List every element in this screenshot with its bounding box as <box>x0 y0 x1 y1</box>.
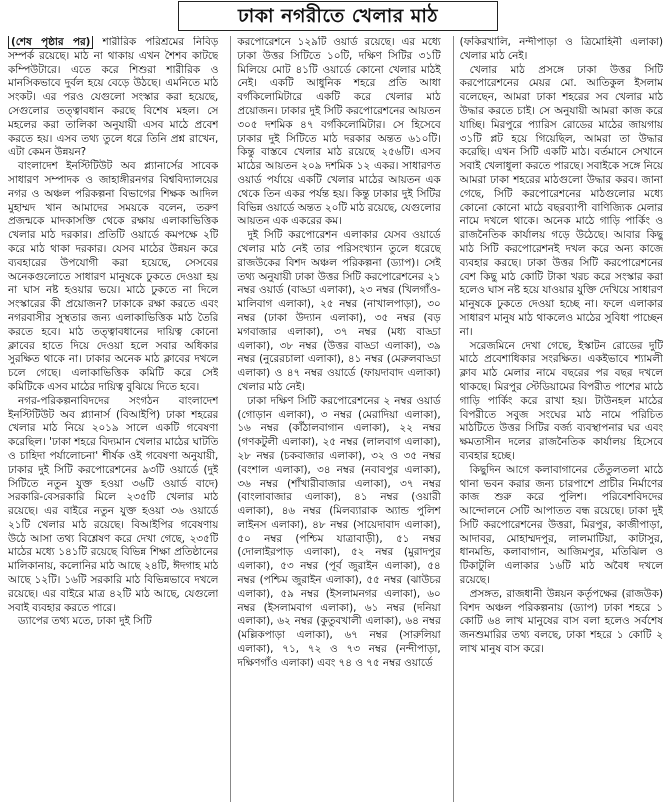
column-3 <box>453 36 663 802</box>
paragraph-text: শারীরিক পরিশ্রমের নিবিড় সম্পর্ক রয়েছে। মাঠ না থাকায় এখন শৈশব কাটছে কম্পিউটারে। এতে করে শিশুরা শারীরিক ও মানসিকভাবে দুর্বল হয়ে বেড়ে উঠছে। এমনিতে মাঠ সংকট। এর পরও যেগুলো সংস্কার করা হয়েছে, সেগুলোর তত্ত্বাবধান করছে বিশেষ মহল। সে মহলের করা তালিকা অনুযায়ী এসব মাঠে প্রবেশ করতে হয়। এসব তথ্য তুলে ধরে তিনি প্রশ্ন রাখেন, এটা কেমন উন্নয়ন? <box>8 36 219 159</box>
paragraph: কিছুদিন আগে কলাবাগানের তেঁতুলতলা মাঠে থানা ভবন করার জন্য চারপাশে প্রাচীর নির্মাণের কাজ শুরু করে পুলিশ। পরিবেশবিদদের আন্দোলনে সেটি আপাতত বন্ধ রয়েছে। ঢাকা দুই সিটি করপোরেশনের উত্তরা, মিরপুর, কাজীপাড়া, আদাবর, মোহাম্মদপুর, লালমাটিয়া, কাটাসুর, ধানমন্ডি, কলাবাগান, আজিমপুর, মতিঝিল ও টিকাটুলি এলাকার ১৬টি মাঠ অবৈধ দখলে রয়েছে। <box>459 463 663 587</box>
column-1 <box>8 36 218 802</box>
paragraph: (ফকিরখালি, নন্দীপাড়া ও ত্রিমোহিনী এলাকা) খেলার মাঠ নেই। <box>459 36 663 62</box>
paragraph: প্রসঙ্গত, রাজধানী উন্নয়ন কর্তৃপক্ষের (রাজউক) বিশদ অঞ্চল পরিকল্পনায় (ড্যাপ) ঢাকা শহরে ১ কোটি ৬৪ লাখ মানুষের বাস বলা হলেও সর্বশেষ জনশুমারির তথ্য বলছে, ঢাকা শহরে ১ কোটি ২ লাখ মানুষ বাস করে। <box>459 587 663 656</box>
paragraph: ড্যাপের তথ্য মতে, ঢাকা দুই সিটি <box>18 615 152 628</box>
paragraph: ঢাকা দক্ষিণ সিটি করপোরেশনের ২ নম্বর ওয়ার্ড (গোড়ান এলাকা), ৩ নম্বর (মেরাদিয়া এলাকা), ১৬ নম্বর (কাঁঠালবাগান এলাকা), ২২ নম্বর (গণকটুলী এলাকা), ২৫ নম্বর (লালবাগ এলাকা), ২৮ নম্বর (চকবাজার এলাকা), ৩২ ও ৩৫ নম্বর (বংশাল এলাকা), ৩৪ নম্বর (নবাবপুর এলাকা), ৩৬ নম্বর (শাঁখারীবাজার এলাকা), ৩৭ নম্বর (বাংলাবাজার এলাকা), ৪১ নম্বর (ওয়ারী এলাকা), ৪৬ নম্বর (মিলব্যারাক অ্যান্ড পুলিশ লাইনস এলাকা), ৪৮ নম্বর (সায়েদাবাদ এলাকা), ৫০ নম্বর (পশ্চিম যাত্রাবাড়ী), ৫১ নম্বর (দোলাইরপাড় এলাকা), ৫২ নম্বর (মুরাদপুর এলাকা), ৫৩ নম্বর (পূর্ব জুরাইন এলাকা), ৫৪ নম্বর (পশ্চিম জুরাইন এলাকা), ৫৫ নম্বর (ঝাউচর এলাকা), ৫৯ নম্বর (ইসলামনগর এলাকা), ৬০ নম্বর (ইসলামবাগ এলাকা), ৬১ নম্বর (দনিয়া এলাকা), ৬২ নম্বর (কুতুবখালী এলাকা), ৬৪ নম্বর (মল্লিকপাড়া এলাকা), ৬৭ নম্বর (সারুলিয়া এলাকা), ৭১, ৭২ ও ৭৩ নম্বর (নন্দীপাড়া, দক্ষিণগাঁও এলাকা) এবং ৭৪ ও ৭৫ নম্বর ওয়ার্ডে <box>237 394 441 669</box>
paragraph: বাংলাদেশ ইনস্টিটিউট অব প্ল্যানার্সের সাবেক সাধারণ সম্পাদক ও জাহাঙ্গীরনগর বিশ্ববিদ্যালয়ের নগর ও অঞ্চল পরিকল্পনা বিভাগের শিক্ষক আদিল মুহাম্মদ খান আমাদের সময়কে বলেন, তরুণ প্রজন্মকে মাদকাসক্তি থেকে রক্ষায় এলাকাভিত্তিক খেলার মাঠ দরকার। প্রতিটি ওয়ার্ডে কমপক্ষে ২টি করে মাঠ থাকা দরকার। যেসব মাঠের উন্নয়ন করে ব্যবহারের উপযোগী করা হয়েছে, সেসবের অনেকগুলোতে সাধারণ মানুষকে ঢুকতে দেওয়া হয় না ঘাস নষ্ট হওয়ার ভয়ে। মাঠে ঢুকতে না দিলে সংস্কারের কী প্রয়োজন? ঢাকাকে রক্ষা করতে এবং নগরবাসীর সুস্থতার জন্য এলাকাভিত্তিক মাঠ তৈরি করতে হবে। মাঠ তত্ত্বাবধানের দায়িত্ব কোনো ক্লাবের হাতে দিয়ে দেওয়া হলে সবার অধিকার সুরক্ষিত থাকে না। ঢাকার অনেক মাঠ ক্লাবের দখলে চলে গেছে। এলাকাভিত্তিক কমিটি করে সেই কমিটিকে এসব মাঠের দায়িত্ব বুঝিয়ে দিতে হবে। <box>8 160 219 393</box>
paragraph: সরেজমিনে দেখা গেছে, ইস্কাটন রোডের দুটি মাঠে প্রবেশাধিকার সংরক্ষিত। একইভাবে শ্যামলী ক্লাব মাঠ মেলার নামে বছরের পর বছর দখলে থাকছে। মিরপুর স্টেডিয়ামের বিপরীত পাশের মাঠে গাড়ি পার্কিং করে রাখা হয়। টাউনহল মাঠের বিপরীতে সবুজ সংঘের মাঠ নামে পরিচিত মাঠটিতে উত্তর সিটির বর্জ্য ব্যবস্থাপনার ঘর এবং ক্ষমতাসীন দলের রাজনৈতিক কার্যালয় হিসেবে ব্যবহার হচ্ছে। <box>459 339 663 462</box>
column-2 <box>230 36 440 802</box>
continued-label: (শেষ পৃষ্ঠার পর) <box>8 36 93 49</box>
article-headline: ঢাকা নগরীতে খেলার মাঠ <box>178 1 498 31</box>
paragraph: খেলার মাঠ প্রসঙ্গে ঢাকা উত্তর সিটি করপোরেশনের মেয়র মো. আতিকুল ইসলাম বলেছেন, আমরা ঢাকা শহরের সব খেলার মাঠ উদ্ধার করতে চাই। সে অনুযায়ী আমরা কাজ করে যাচ্ছি। মিরপুরে প্যারিস রোডের মাঠের জায়গায় ৩১টি প্লট হয়ে গিয়েছিল, আমরা তা উদ্ধার করেছি। এখন সিটি একটি মাঠ। বর্তমানে সেখানে সবাই খেলাধুলা করতে পারছে। সবাইকে সঙ্গে নিয়ে আমরা ঢাকা শহরের মাঠগুলো উদ্ধার করব। জানা গেছে, সিটি করপোরেশনের মাঠগুলোর মধ্যে কোনো কোনো মাঠে বছরব্যাপী বাণিজ্যিক মেলার নামে দখলে থাকে। অনেক মাঠে গাড়ি পার্কিং ও রাজনৈতিক কার্যালয় গড়ে উঠেছে। আবার কিছু মাঠ সিটি করপোরেশনই দখল করে অন্য কাজে ব্যবহার করছে। ঢাকা উত্তর সিটি করপোরেশনের বেশ কিছু মাঠ কোটি টাকা খরচ করে সংস্কার করা হলেও ঘাস নষ্ট হয়ে যাওয়ার যুক্তি দেখিয়ে সাধারণ মানুষকে ঢুকতে দেওয়া হচ্ছে না। ফলে এলাকার সাধারণ মানুষ মাঠ থাকলেও মাঠের সুবিধা পাচ্ছেন না। <box>459 63 663 338</box>
paragraph <box>8 36 218 160</box>
article-body <box>8 36 663 802</box>
paragraph: করপোরেশনে ১২৯টি ওয়ার্ড রয়েছে। এর মধ্যে ঢাকা উত্তর সিটিতে ১০টি, দক্ষিণ সিটির ৩১টি মিলিয়ে মোট ৪১টি ওয়ার্ডে কোনো খেলার মাঠই নেই। একটি আধুনিক শহরে প্রতি আধা বর্গকিলোমিটারে একটি করে খেলার মাঠ প্রয়োজন। ঢাকার দুই সিটি করপোরেশনের আয়তন ৩০৫ দশমিক ৪৭ বর্গকিলোমিটার। সে হিসেবে ঢাকার দুই সিটিতে মাঠ দরকার অন্তত ৬১০টি। কিন্তু বাস্তবে খেলার মাঠ রয়েছে ২৫৬টি। এসব মাঠের আয়তন ২০৯ দশমিক ১২ একর। সাধারণত ওয়ার্ড পর্যায়ে একটি খেলার মাঠের আয়তন এক থেকে তিন একর পর্যন্ত হয়। কিন্তু ঢাকার দুই সিটির বিভিন্ন ওয়ার্ডে অন্তত ২০টি মাঠ রয়েছে, যেগুলোর আয়তন এক একরের কম। <box>237 36 441 228</box>
paragraph: নগর-পরিকল্পনাবিদদের সংগঠন বাংলাদেশ ইনস্টিটিউট অব প্ল্যানার্স (বিআইপি) ঢাকা শহরের খেলার মাঠ নিয়ে ২০১৯ সালে একটি গবেষণা করেছিল। 'ঢাকা শহরে বিদ্যমান খেলার মাঠের ঘাটতি ও চাহিদা পর্যালোচনা' শীর্ষক ওই গবেষণা অনুযায়ী, ঢাকার দুই সিটি করপোরেশনের ৯৩টি ওয়ার্ডে (দুই সিটিতে নতুন যুক্ত হওয়া ৩৬টি ওয়ার্ড বাদে) সরকারি-বেসরকারি মিলে ২৩৫টি খেলার মাঠ রয়েছে। এর বাইরে নতুন যুক্ত হওয়া ৩৬ ওয়ার্ডে ২১টি খেলার মাঠ রয়েছে। বিআইপির গবেষণায় উঠে আসা তথ্য বিশ্লেষণ করে দেখা গেছে, ২৩৫টি মাঠের মধ্যে ১৪১টি রয়েছে বিভিন্ন শিক্ষা প্রতিষ্ঠানের মালিকানায়, কলোনির মাঠ আছে ২৪টি, ঈদগাহ মাঠ আছে ১২টি। ১৬টি সরকারি মাঠ বিভিন্নভাবে দখলে রয়েছে। এর বাইরে মাত্র ৪২টি মাঠ আছে, যেগুলো সবাই ব্যবহার করতে পারে। <box>8 394 219 614</box>
paragraph: দুই সিটি করপোরেশন এলাকার যেসব ওয়ার্ডে খেলার মাঠ নেই তার পরিসংখ্যান তুলে ধরেছে রাজউকের বিশদ অঞ্চল পরিকল্পনা (ড্যাপ)। সেই তথ্য অনুযায়ী ঢাকা উত্তর সিটি করপোরেশনের ২১ নম্বর ওয়ার্ড (বাড্ডা এলাকা), ২৩ নম্বর (খিলগাঁও-মালিবাগ এলাকা), ২৫ নম্বর (নাখালপাড়া), ৩০ নম্বর (ঢাকা উদ্যান এলাকা), ৩৫ নম্বর (বড় মগবাজার এলাকা), ৩৭ নম্বর (মধ্য বাড্ডা এলাকা), ৩৮ নম্বর (উত্তর বাড্ডা এলাকা), ৩৯ নম্বর (নুরেরচালা এলাকা), ৪১ নম্বর (মেরুলবাড্ডা এলাকা) ও ৪৭ নম্বর ওয়ার্ডে (ফায়দাবাদ এলাকা) খেলার মাঠ নেই। <box>237 229 441 393</box>
